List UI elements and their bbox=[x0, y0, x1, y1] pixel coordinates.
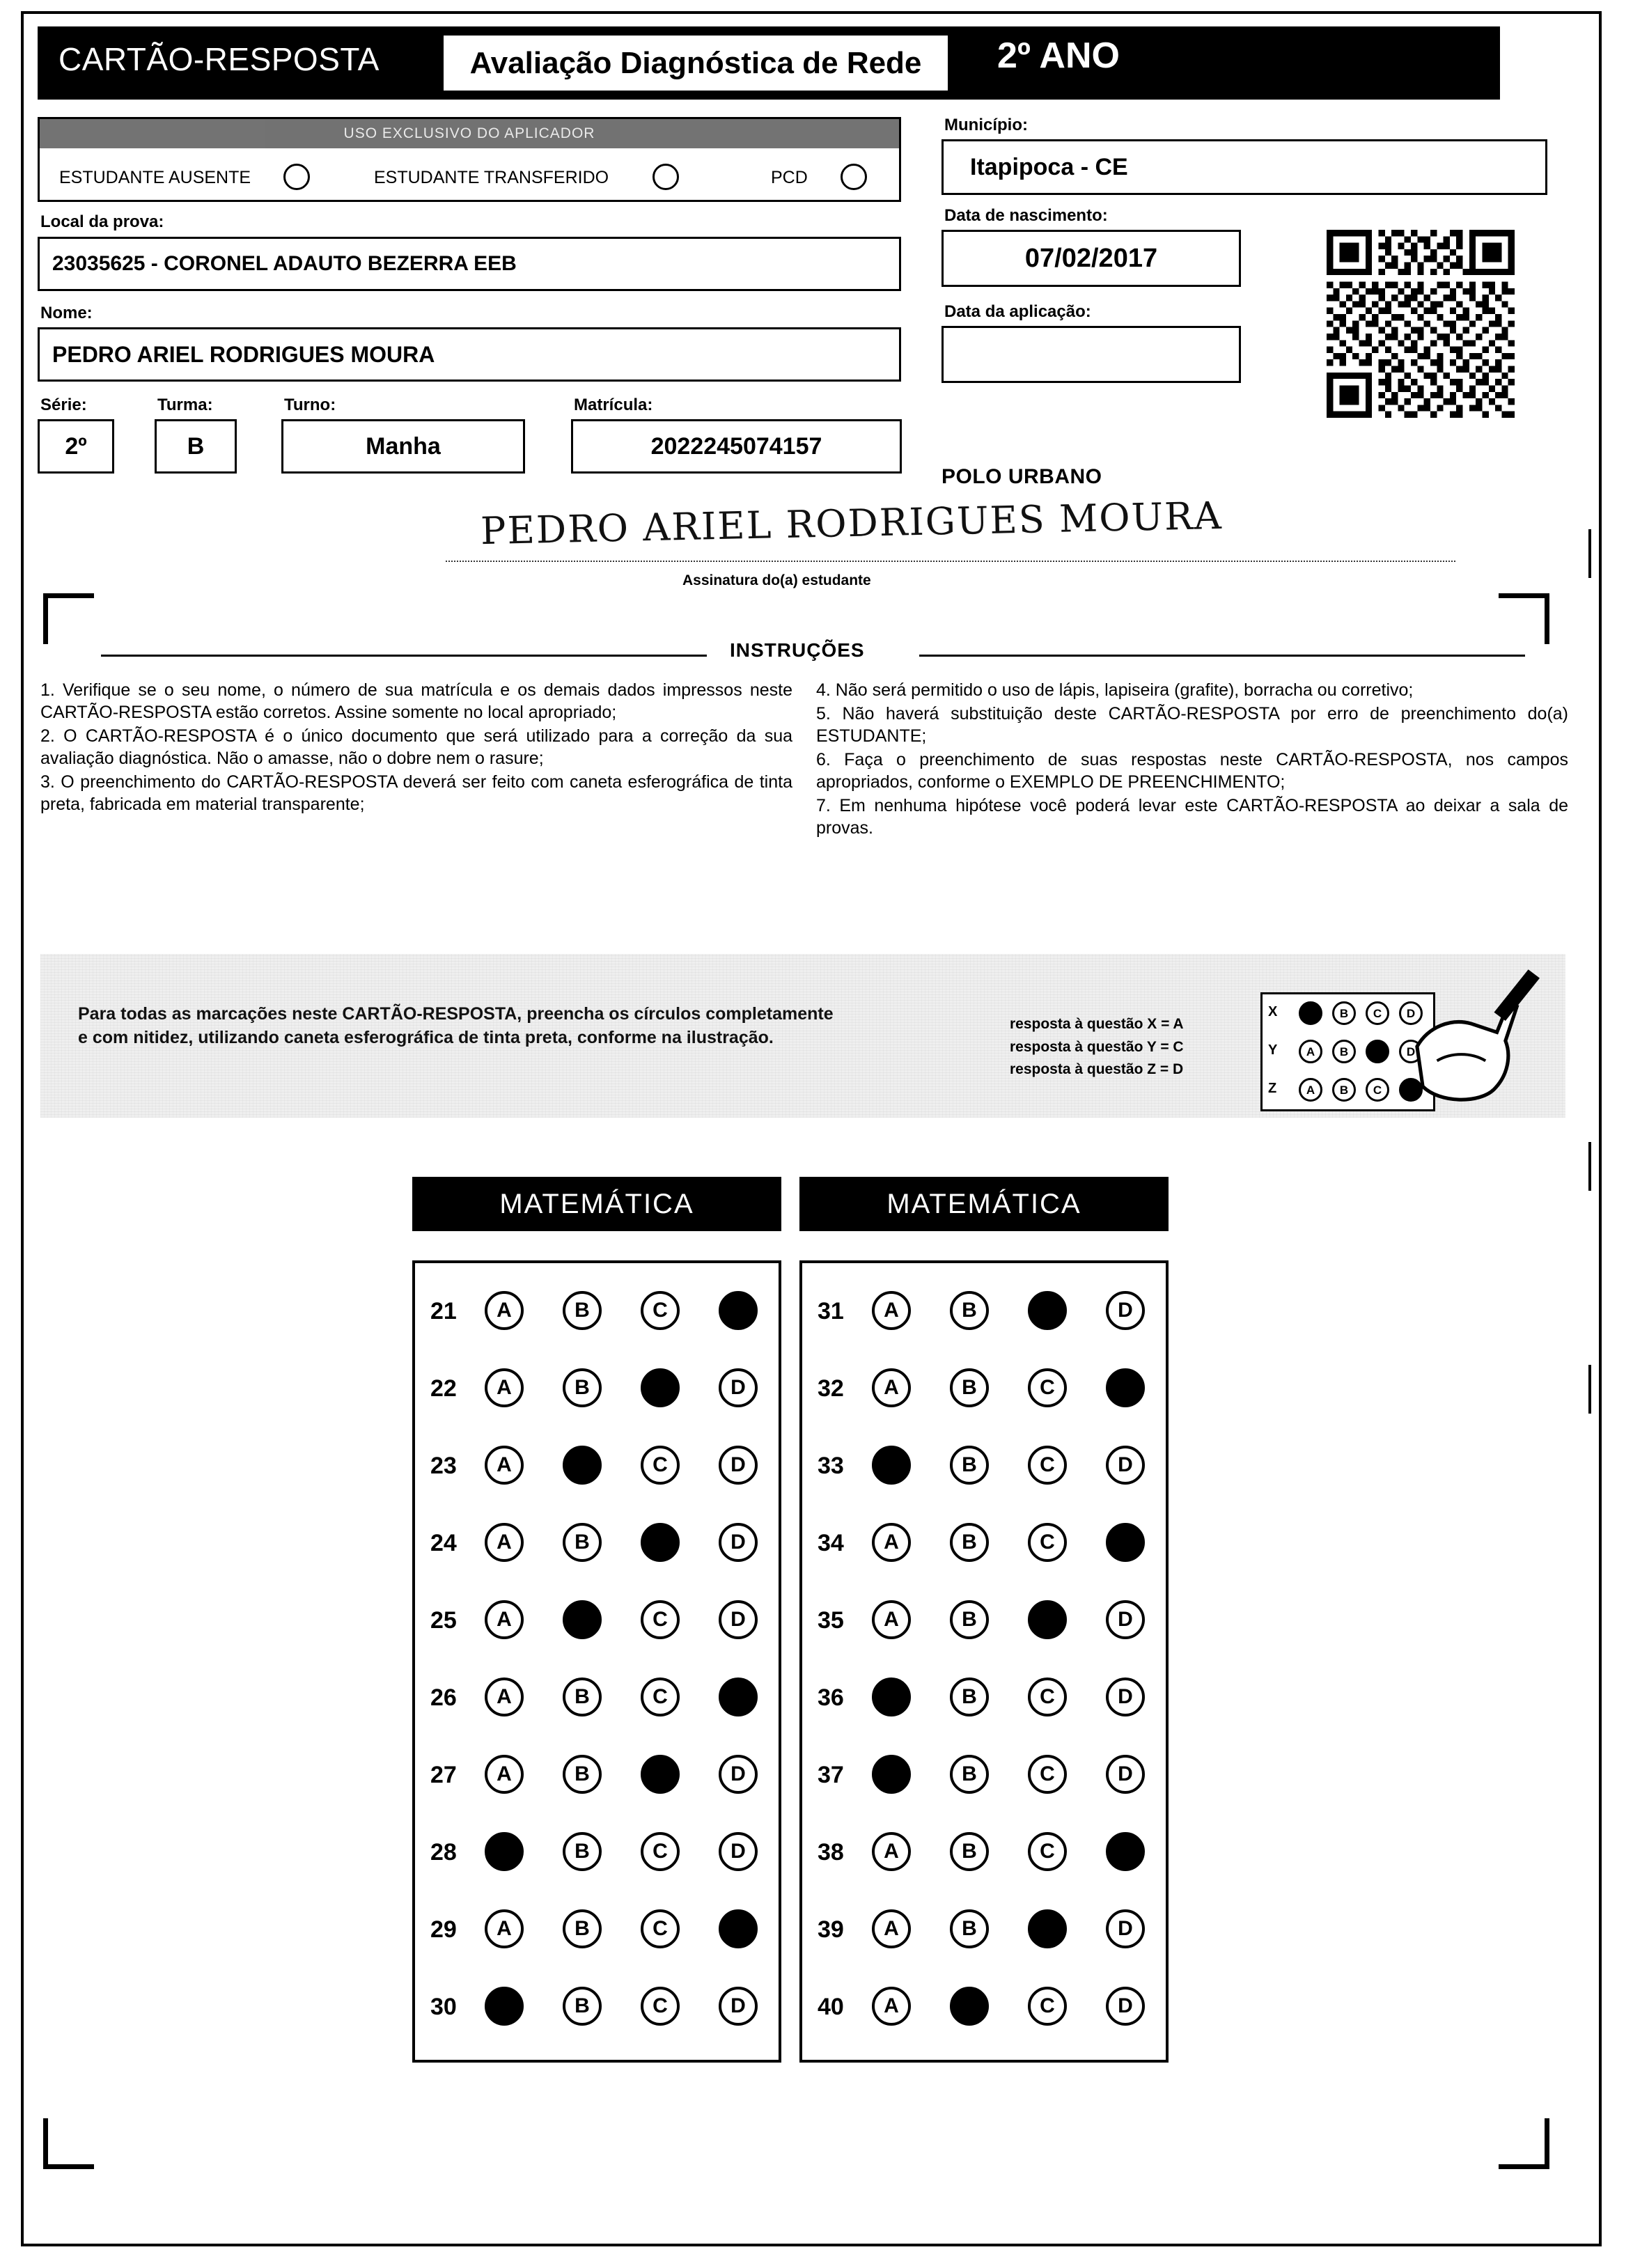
question-number: 30 bbox=[430, 1994, 457, 2020]
instruction-item: 5. Não haverá substituição deste CARTÃO-RESPOSTA por erro de preenchimento do(a) ESTUDANTE; bbox=[816, 704, 1568, 746]
answer-bubble-27-a[interactable]: A bbox=[485, 1755, 524, 1794]
example-answers bbox=[1010, 1013, 1184, 1081]
example-band-text: Para todas as marcações neste CARTÃO-RESPOSTA, preencha os círculos completamente e com nitidez, utilizando caneta esferográfica de tinta preta, conforme na ilustração. bbox=[78, 1004, 834, 1047]
question-number: 29 bbox=[430, 1916, 457, 1943]
nome-field[interactable] bbox=[38, 327, 901, 382]
page-title: CARTÃO-RESPOSTA bbox=[58, 41, 380, 77]
question-number: 21 bbox=[430, 1298, 457, 1324]
answer-block-2 bbox=[799, 1260, 1169, 2063]
question-number: 39 bbox=[818, 1916, 844, 1943]
question-row bbox=[802, 1971, 1166, 2044]
example-bubble-b[interactable]: B bbox=[1332, 1001, 1356, 1025]
nascimento-field[interactable] bbox=[941, 230, 1241, 287]
answer-bubble-28-d[interactable]: D bbox=[719, 1832, 758, 1871]
example-bubble-b[interactable]: B bbox=[1332, 1040, 1356, 1063]
matricula-label: Matrícula: bbox=[574, 396, 653, 414]
question-row bbox=[415, 1817, 779, 1889]
serie-label: Série: bbox=[40, 396, 87, 414]
answer-bubble-39-a[interactable]: A bbox=[872, 1909, 911, 1948]
question-number: 35 bbox=[818, 1607, 844, 1634]
answer-bubble-22-b[interactable]: B bbox=[563, 1368, 602, 1407]
question-row bbox=[415, 1430, 779, 1503]
answer-bubble-26-d[interactable] bbox=[719, 1677, 758, 1716]
header-center-box bbox=[442, 33, 950, 93]
edge-registration-mark bbox=[1588, 529, 1591, 578]
answer-bubble-37-d[interactable]: D bbox=[1106, 1755, 1145, 1794]
answer-bubble-31-a[interactable]: A bbox=[872, 1291, 911, 1330]
frame-corner-top-right bbox=[1499, 593, 1549, 644]
answer-bubble-22-c[interactable] bbox=[641, 1368, 680, 1407]
turma-field[interactable] bbox=[155, 419, 237, 474]
answer-bubble-37-c[interactable]: C bbox=[1028, 1755, 1067, 1794]
example-row-label: Y bbox=[1268, 1042, 1278, 1058]
answer-bubble-32-a[interactable]: A bbox=[872, 1368, 911, 1407]
option-label-pcd: PCD bbox=[771, 168, 808, 187]
example-bubble-a[interactable]: A bbox=[1299, 1040, 1322, 1063]
answer-bubble-40-d[interactable]: D bbox=[1106, 1987, 1145, 2026]
answer-bubble-25-a[interactable]: A bbox=[485, 1600, 524, 1639]
answer-bubble-23-b[interactable] bbox=[563, 1446, 602, 1485]
question-row bbox=[802, 1353, 1166, 1425]
example-answer-line: resposta à questão Y = C bbox=[1010, 1038, 1184, 1055]
answer-bubble-35-b[interactable]: B bbox=[950, 1600, 989, 1639]
example-row-label: Z bbox=[1268, 1081, 1277, 1096]
answer-bubble-32-c[interactable]: C bbox=[1028, 1368, 1067, 1407]
answer-bubble-21-a[interactable]: A bbox=[485, 1291, 524, 1330]
answer-bubble-27-c[interactable] bbox=[641, 1755, 680, 1794]
matricula-field[interactable] bbox=[571, 419, 902, 474]
answer-bubble-33-d[interactable]: D bbox=[1106, 1446, 1145, 1485]
answer-bubble-26-c[interactable]: C bbox=[641, 1677, 680, 1716]
example-bubble-a[interactable]: A bbox=[1299, 1078, 1322, 1102]
applicator-box bbox=[38, 117, 901, 202]
turno-value: Manha bbox=[366, 433, 441, 460]
question-number: 38 bbox=[818, 1839, 844, 1866]
example-answer-line: resposta à questão Z = D bbox=[1010, 1061, 1184, 1078]
answer-bubble-35-a[interactable]: A bbox=[872, 1600, 911, 1639]
local-field[interactable] bbox=[38, 237, 901, 291]
answer-bubble-24-c[interactable] bbox=[641, 1523, 680, 1562]
matricula-value: 2022245074157 bbox=[650, 433, 822, 460]
example-bubble-c[interactable]: C bbox=[1366, 1078, 1389, 1102]
question-row bbox=[802, 1739, 1166, 1812]
answer-bubble-28-b[interactable]: B bbox=[563, 1832, 602, 1871]
option-bubble-absent[interactable] bbox=[283, 164, 310, 190]
instruction-item: 1. Verifique se o seu nome, o número de sua matrícula e os demais dados impressos neste CARTÃO-RESPOSTA estão corretos. Assine somente no local apropriado; bbox=[40, 680, 792, 722]
example-bubble-d[interactable]: D bbox=[1399, 1040, 1423, 1063]
instructions-right-column bbox=[816, 679, 1568, 840]
edge-registration-mark bbox=[1588, 1365, 1591, 1414]
answer-bubble-38-a[interactable]: A bbox=[872, 1832, 911, 1871]
answer-bubble-24-d[interactable]: D bbox=[719, 1523, 758, 1562]
local-label: Local da prova: bbox=[40, 212, 164, 231]
question-number: 27 bbox=[430, 1762, 457, 1788]
answer-bubble-31-c[interactable] bbox=[1028, 1291, 1067, 1330]
option-label-absent: ESTUDANTE AUSENTE bbox=[59, 168, 251, 187]
hand-with-pen-icon bbox=[1407, 961, 1553, 1111]
turma-value: B bbox=[187, 433, 205, 460]
municipio-field[interactable] bbox=[941, 139, 1547, 195]
answer-bubble-22-d[interactable]: D bbox=[719, 1368, 758, 1407]
section-title-2: MATEMÁTICA bbox=[799, 1177, 1169, 1231]
applicator-options bbox=[40, 151, 899, 201]
answer-bubble-32-b[interactable]: B bbox=[950, 1368, 989, 1407]
question-number: 33 bbox=[818, 1453, 844, 1479]
question-number: 37 bbox=[818, 1762, 844, 1788]
answer-bubble-39-c[interactable] bbox=[1028, 1909, 1067, 1948]
answer-bubble-21-d[interactable] bbox=[719, 1291, 758, 1330]
answer-bubble-28-a[interactable] bbox=[485, 1832, 524, 1871]
nome-label: Nome: bbox=[40, 304, 93, 322]
instruction-item: 7. Em nenhuma hipótese você poderá levar este CARTÃO-RESPOSTA ao deixar a sala de provas. bbox=[816, 796, 1568, 838]
instruction-item: 2. O CARTÃO-RESPOSTA é o único documento que será utilizado para a correção da sua avaliação diagnóstica. Não o amasse, não o dobre nem o rasure; bbox=[40, 726, 792, 768]
answer-bubble-25-c[interactable]: C bbox=[641, 1600, 680, 1639]
aplicacao-field[interactable] bbox=[941, 326, 1241, 383]
example-bubble-b[interactable]: B bbox=[1332, 1078, 1356, 1102]
question-number: 24 bbox=[430, 1530, 457, 1556]
frame-corner-bottom-left bbox=[43, 2118, 94, 2169]
answer-bubble-30-b[interactable]: B bbox=[563, 1987, 602, 2026]
instruction-item: 3. O preenchimento do CARTÃO-RESPOSTA deverá ser feito com caneta esferográfica de tinta preta, fabricada em material transparente; bbox=[40, 772, 792, 814]
answer-bubble-31-b[interactable]: B bbox=[950, 1291, 989, 1330]
aplicacao-label: Data da aplicação: bbox=[944, 302, 1091, 321]
answer-bubble-21-c[interactable]: C bbox=[641, 1291, 680, 1330]
answer-bubble-24-b[interactable]: B bbox=[563, 1523, 602, 1562]
question-row bbox=[415, 1971, 779, 2044]
question-row bbox=[802, 1817, 1166, 1889]
example-bubble-a[interactable]: A bbox=[1299, 1001, 1322, 1025]
answer-bubble-34-a[interactable]: A bbox=[872, 1523, 911, 1562]
signature-caption: Assinatura do(a) estudante bbox=[682, 572, 871, 588]
answer-bubble-27-b[interactable]: B bbox=[563, 1755, 602, 1794]
question-row bbox=[802, 1276, 1166, 1348]
instruction-item: 4. Não será permitido o uso de lápis, lapiseira (grafite), borracha ou corretivo; bbox=[816, 680, 1414, 700]
nome-value: PEDRO ARIEL RODRIGUES MOURA bbox=[52, 342, 435, 367]
answer-bubble-34-d[interactable] bbox=[1106, 1523, 1145, 1562]
question-row bbox=[802, 1508, 1166, 1580]
signature-line bbox=[446, 561, 1455, 562]
municipio-label: Município: bbox=[944, 116, 1028, 134]
answer-bubble-30-d[interactable]: D bbox=[719, 1987, 758, 2026]
option-bubble-transferred[interactable] bbox=[653, 164, 679, 190]
instruction-item: 6. Faça o preenchimento de suas respostas neste CARTÃO-RESPOSTA, nos campos apropriados, conforme o EXEMPLO DE PREENCHIMENTO; bbox=[816, 750, 1568, 792]
answer-bubble-39-d[interactable]: D bbox=[1106, 1909, 1145, 1948]
qr-code-icon bbox=[1327, 230, 1515, 418]
answer-bubble-40-b[interactable] bbox=[950, 1987, 989, 2026]
answer-bubble-39-b[interactable]: B bbox=[950, 1909, 989, 1948]
answer-bubble-25-d[interactable]: D bbox=[719, 1600, 758, 1639]
option-label-transferred: ESTUDANTE TRANSFERIDO bbox=[374, 168, 609, 187]
answer-bubble-37-b[interactable]: B bbox=[950, 1755, 989, 1794]
answer-bubble-33-a[interactable] bbox=[872, 1446, 911, 1485]
answer-bubble-40-a[interactable]: A bbox=[872, 1987, 911, 2026]
question-row bbox=[415, 1276, 779, 1348]
answer-bubble-32-d[interactable] bbox=[1106, 1368, 1145, 1407]
question-row bbox=[802, 1430, 1166, 1503]
question-row bbox=[802, 1662, 1166, 1735]
example-bubble-c[interactable]: C bbox=[1366, 1040, 1389, 1063]
frame-corner-top-left bbox=[43, 593, 94, 644]
instructions-left-column bbox=[40, 679, 792, 817]
question-row bbox=[415, 1739, 779, 1812]
question-number: 32 bbox=[818, 1375, 844, 1402]
answer-bubble-35-d[interactable]: D bbox=[1106, 1600, 1145, 1639]
answer-bubble-26-b[interactable]: B bbox=[563, 1677, 602, 1716]
header-center-title: Avaliação Diagnóstica de Rede bbox=[469, 46, 922, 80]
answer-bubble-29-a[interactable]: A bbox=[485, 1909, 524, 1948]
answer-bubble-36-b[interactable]: B bbox=[950, 1677, 989, 1716]
answer-bubble-30-c[interactable]: C bbox=[641, 1987, 680, 2026]
frame-corner-bottom-right bbox=[1499, 2118, 1549, 2169]
example-bubble-c[interactable]: C bbox=[1366, 1001, 1389, 1025]
answer-bubble-34-c[interactable]: C bbox=[1028, 1523, 1067, 1562]
question-number: 36 bbox=[818, 1684, 844, 1711]
question-row bbox=[415, 1508, 779, 1580]
answer-bubble-35-c[interactable] bbox=[1028, 1600, 1067, 1639]
question-row bbox=[415, 1353, 779, 1425]
turno-field[interactable] bbox=[281, 419, 525, 474]
question-number: 28 bbox=[430, 1839, 457, 1866]
serie-field[interactable] bbox=[38, 419, 114, 474]
answer-bubble-40-c[interactable]: C bbox=[1028, 1987, 1067, 2026]
example-bubble-d[interactable]: D bbox=[1399, 1001, 1423, 1025]
answer-bubble-29-d[interactable] bbox=[719, 1909, 758, 1948]
answer-bubble-37-a[interactable] bbox=[872, 1755, 911, 1794]
section-title-1: MATEMÁTICA bbox=[412, 1177, 781, 1231]
question-row bbox=[802, 1894, 1166, 1966]
answer-bubble-24-a[interactable]: A bbox=[485, 1523, 524, 1562]
question-row bbox=[802, 1585, 1166, 1657]
answer-bubble-21-b[interactable]: B bbox=[563, 1291, 602, 1330]
serie-value: 2º bbox=[65, 433, 87, 460]
answer-bubble-23-d[interactable]: D bbox=[719, 1446, 758, 1485]
answer-bubble-28-c[interactable]: C bbox=[641, 1832, 680, 1871]
answer-bubble-33-b[interactable]: B bbox=[950, 1446, 989, 1485]
question-number: 40 bbox=[818, 1994, 844, 2020]
question-number: 23 bbox=[430, 1453, 457, 1479]
answer-bubble-27-d[interactable]: D bbox=[719, 1755, 758, 1794]
answer-bubble-31-d[interactable]: D bbox=[1106, 1291, 1145, 1330]
polo-label: POLO URBANO bbox=[941, 465, 1102, 488]
question-number: 25 bbox=[430, 1607, 457, 1634]
nascimento-value: 07/02/2017 bbox=[1024, 244, 1158, 273]
header-grade: 2º ANO bbox=[997, 36, 1120, 76]
turno-label: Turno: bbox=[284, 396, 336, 414]
question-number: 34 bbox=[818, 1530, 844, 1556]
municipio-value: Itapipoca - CE bbox=[970, 154, 1128, 180]
answer-bubble-23-c[interactable]: C bbox=[641, 1446, 680, 1485]
answer-bubble-22-a[interactable]: A bbox=[485, 1368, 524, 1407]
instructions-rule-left bbox=[101, 655, 707, 657]
answer-bubble-36-a[interactable] bbox=[872, 1677, 911, 1716]
edge-registration-mark bbox=[1588, 1142, 1591, 1191]
answer-bubble-34-b[interactable]: B bbox=[950, 1523, 989, 1562]
example-answer-line: resposta à questão X = A bbox=[1010, 1016, 1184, 1032]
local-value: 23035625 - CORONEL ADAUTO BEZERRA EEB bbox=[52, 252, 517, 275]
answer-bubble-38-d[interactable] bbox=[1106, 1832, 1145, 1871]
question-row bbox=[415, 1894, 779, 1966]
answer-bubble-30-a[interactable] bbox=[485, 1987, 524, 2026]
instructions-rule-right bbox=[919, 655, 1525, 657]
question-row bbox=[415, 1662, 779, 1735]
answer-bubble-36-c[interactable]: C bbox=[1028, 1677, 1067, 1716]
answer-bubble-38-c[interactable]: C bbox=[1028, 1832, 1067, 1871]
example-row-label: X bbox=[1268, 1004, 1278, 1019]
question-row bbox=[415, 1585, 779, 1657]
question-number: 26 bbox=[430, 1684, 457, 1711]
applicator-box-title: USO EXCLUSIVO DO APLICADOR bbox=[40, 119, 899, 148]
nascimento-label: Data de nascimento: bbox=[944, 206, 1108, 225]
answer-block-1 bbox=[412, 1260, 781, 2063]
answer-bubble-36-d[interactable]: D bbox=[1106, 1677, 1145, 1716]
answer-bubble-25-b[interactable] bbox=[563, 1600, 602, 1639]
option-bubble-pcd[interactable] bbox=[841, 164, 867, 190]
example-bubble-d[interactable]: D bbox=[1399, 1078, 1423, 1102]
answer-bubble-29-c[interactable]: C bbox=[641, 1909, 680, 1948]
answer-bubble-26-a[interactable]: A bbox=[485, 1677, 524, 1716]
turma-label: Turma: bbox=[157, 396, 213, 414]
answer-bubble-38-b[interactable]: B bbox=[950, 1832, 989, 1871]
answer-bubble-29-b[interactable]: B bbox=[563, 1909, 602, 1948]
answer-bubble-33-c[interactable]: C bbox=[1028, 1446, 1067, 1485]
signature-handwriting: PEDRO ARIEL RODRIGUES MOURA bbox=[480, 493, 1224, 554]
answer-bubble-23-a[interactable]: A bbox=[485, 1446, 524, 1485]
question-number: 31 bbox=[818, 1298, 844, 1324]
question-number: 22 bbox=[430, 1375, 457, 1402]
instructions-title: INSTRUÇÕES bbox=[717, 639, 877, 662]
